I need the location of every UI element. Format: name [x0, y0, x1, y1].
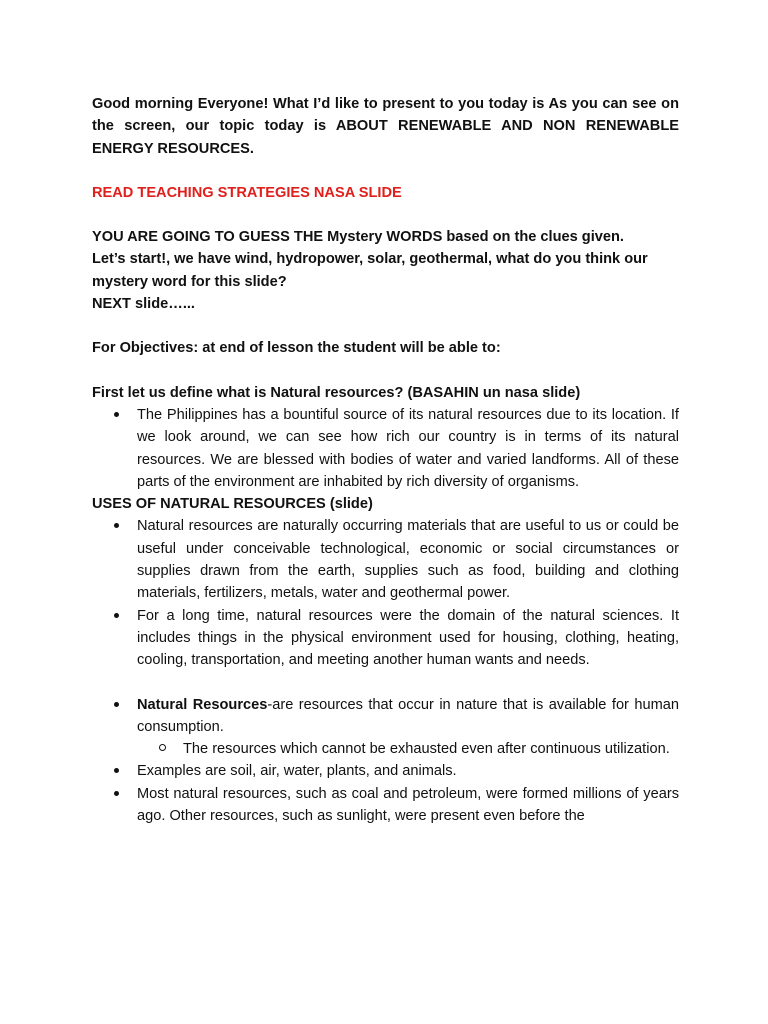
uses-heading: USES OF NATURAL RESOURCES (slide)	[92, 496, 373, 513]
sub-bullet-list	[92, 738, 679, 760]
list-item: The Philippines has a bountiful source of its natural resources due to its location. If we look around, we can see how rich our country is in terms of its natural resources. We are blessed with bodies of water and varied landforms. All of these parts of the environment are inhabited by rich diversity of organisms.	[92, 404, 679, 493]
list-item: The resources which cannot be exhausted even after continuous utilization.	[92, 738, 679, 760]
bullet-icon	[114, 791, 119, 796]
define-heading: First let us define what is Natural resources? (BASAHIN un nasa slide)	[92, 384, 581, 401]
list-item: Natural resources are naturally occurring materials that are useful to us or could be useful under conceivable technological, economic or social circumstances or supplies drawn from the earth, supplies such as food, building and clothing materials, fertilizers, metals, water and geothermal power.	[92, 515, 679, 604]
natural-resources-bullet-list	[92, 694, 679, 828]
intro-paragraph: Good morning Everyone! What I’d like to present to you today is As you can see on the screen, our topic today is ABOUT RENEWABLE AND NON RENEWABLE ENERGY RESOURCES.	[92, 96, 679, 157]
objectives-line: For Objectives: at end of lesson the student will be able to:	[92, 340, 501, 357]
red-heading: READ TEACHING STRATEGIES NASA SLIDE	[92, 184, 402, 201]
hollow-bullet-icon	[159, 744, 166, 751]
list-item	[92, 694, 679, 761]
bullet-icon	[114, 523, 119, 528]
bullet-icon	[114, 412, 119, 417]
guess-line-1: YOU ARE GOING TO GUESS THE Mystery WORDS based on the clues given.	[92, 229, 624, 246]
list-item: For a long time, natural resources were the domain of the natural sciences. It includes things in the physical environment used for housing, clothing, heating, cooling, transportation, and meeting another human wants and needs.	[92, 605, 679, 672]
bullet-icon	[114, 768, 119, 773]
define-bullet-list	[92, 404, 679, 493]
natural-resources-definition: -are resources that occur in nature that is available for human consumption.	[137, 696, 680, 735]
guess-line-2: Let’s start!, we have wind, hydropower, solar, geothermal, what do you think our mystery word for this slide?	[92, 251, 648, 290]
bullet-icon	[114, 702, 119, 707]
guess-line-3: NEXT slide…...	[92, 296, 195, 313]
uses-bullet-list	[92, 515, 679, 671]
bullet-icon	[114, 613, 119, 618]
natural-resources-term: Natural Resources	[137, 696, 268, 713]
list-item: Examples are soil, air, water, plants, and animals.	[92, 760, 679, 782]
list-item: Most natural resources, such as coal and petroleum, were formed millions of years ago. Other resources, such as sunlight, were present even before the	[92, 783, 679, 828]
